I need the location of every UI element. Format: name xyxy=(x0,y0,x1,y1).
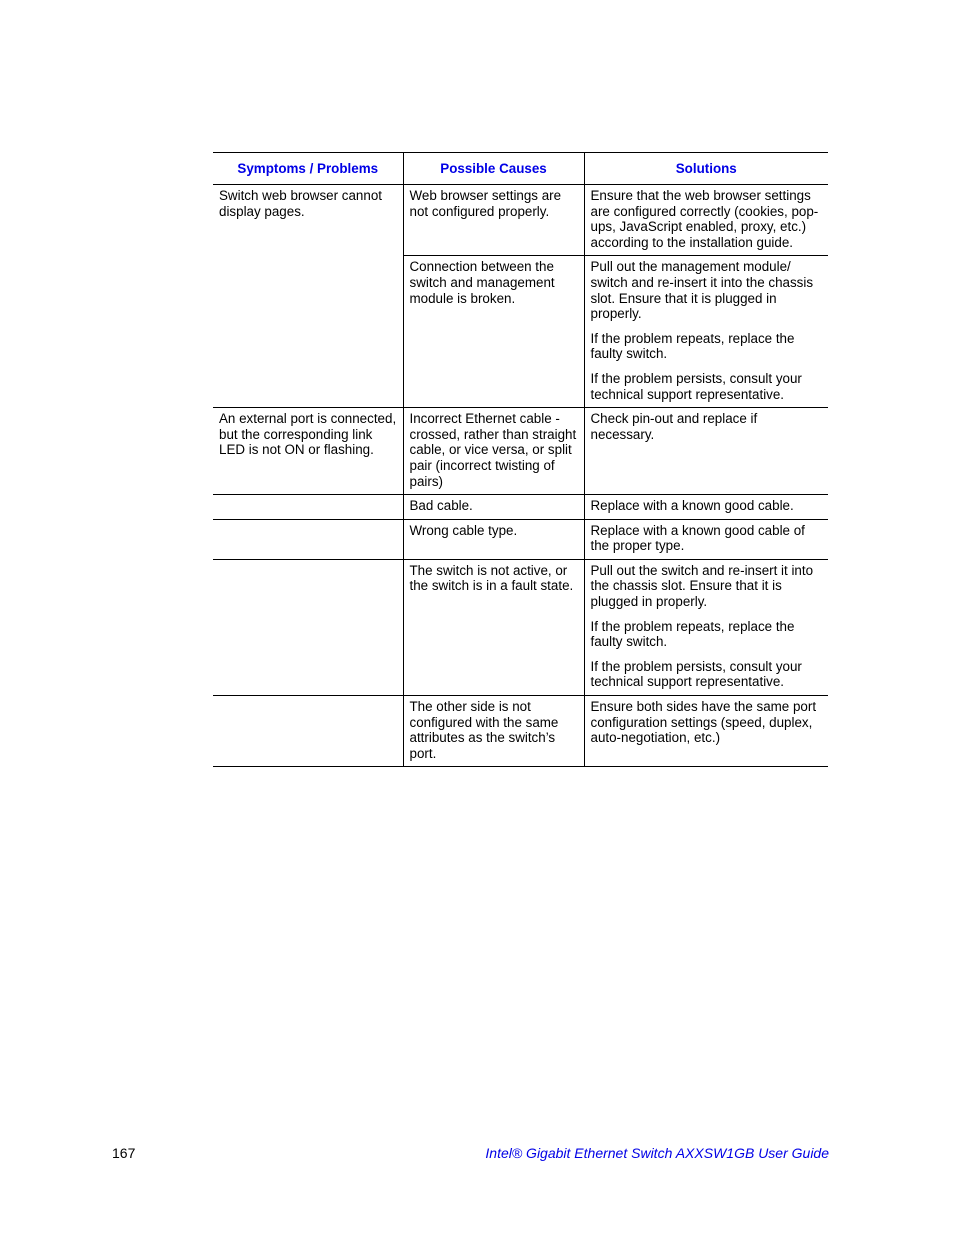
symptom-cell xyxy=(213,256,403,408)
solution-cell xyxy=(584,495,828,520)
solution-text: Replace with a known good cable of the proper type. xyxy=(590,522,805,554)
solution-text: Check pin-out and replace if necessary. xyxy=(590,411,758,442)
solution-cell xyxy=(584,185,828,256)
troubleshooting-table xyxy=(213,152,828,767)
solution-text: Ensure both sides have the same port configuration settings (speed, duplex, auto-negotiation, etc.) xyxy=(590,699,817,746)
cause-cell: Wrong cable type. xyxy=(403,519,584,559)
solution-text: If the problem repeats, replace the faulty switch. xyxy=(590,330,795,362)
solution-text: Pull out the management module/ switch and re-insert it into the chassis slot. Ensure that it is plugged in properly. xyxy=(590,259,814,322)
solution-text: Ensure that the web browser settings are configured correctly (cookies, pop-ups, JavaScript enabled, proxy, etc.) according to the installation guide. xyxy=(590,188,819,250)
header-causes: Possible Causes xyxy=(403,153,584,185)
symptom-cell: An external port is connected, but the corresponding link LED is not ON or flashing. xyxy=(213,408,403,495)
cause-cell: Web browser settings are not configured properly. xyxy=(403,185,584,256)
cause-cell: The switch is not active, or the switch is in a fault state. xyxy=(403,559,584,695)
table-row xyxy=(213,519,828,559)
table-row xyxy=(213,559,828,695)
cause-cell: Bad cable. xyxy=(403,495,584,520)
table-header-row xyxy=(213,153,828,185)
solution-cell xyxy=(584,519,828,559)
solution-text: If the problem persists, consult your technical support representative. xyxy=(590,370,802,402)
solution-text: If the problem repeats, replace the faulty switch. xyxy=(590,618,795,650)
header-symptoms: Symptoms / Problems xyxy=(213,153,403,185)
solution-text: Pull out the switch and re-insert it into the chassis slot. Ensure that it is plugged in properly. xyxy=(590,562,814,610)
symptom-cell xyxy=(213,519,403,559)
table-row xyxy=(213,495,828,520)
table-row xyxy=(213,408,828,495)
cause-cell: Incorrect Ethernet cable - crossed, rather than straight cable, or vice versa, or split pair (incorrect twisting of pairs) xyxy=(403,408,584,495)
cause-cell: The other side is not configured with the same attributes as the switch’s port. xyxy=(403,696,584,767)
solution-text: If the problem persists, consult your technical support representative. xyxy=(590,658,802,690)
solution-cell xyxy=(584,559,828,695)
table-row xyxy=(213,696,828,767)
footer-document-title: Intel® Gigabit Ethernet Switch AXXSW1GB User Guide xyxy=(485,1145,829,1161)
troubleshooting-table-container xyxy=(213,152,828,767)
symptom-cell xyxy=(213,559,403,695)
solution-cell xyxy=(584,696,828,767)
symptom-cell xyxy=(213,696,403,767)
solution-cell xyxy=(584,256,828,408)
solution-text: Replace with a known good cable. xyxy=(590,498,794,514)
symptom-cell xyxy=(213,495,403,520)
solution-cell xyxy=(584,408,828,495)
header-solutions: Solutions xyxy=(584,153,828,185)
table-row xyxy=(213,185,828,256)
table-row xyxy=(213,256,828,408)
symptom-cell: Switch web browser cannot display pages. xyxy=(213,185,403,256)
page-number: 167 xyxy=(112,1145,136,1161)
cause-cell: Connection between the switch and management module is broken. xyxy=(403,256,584,408)
